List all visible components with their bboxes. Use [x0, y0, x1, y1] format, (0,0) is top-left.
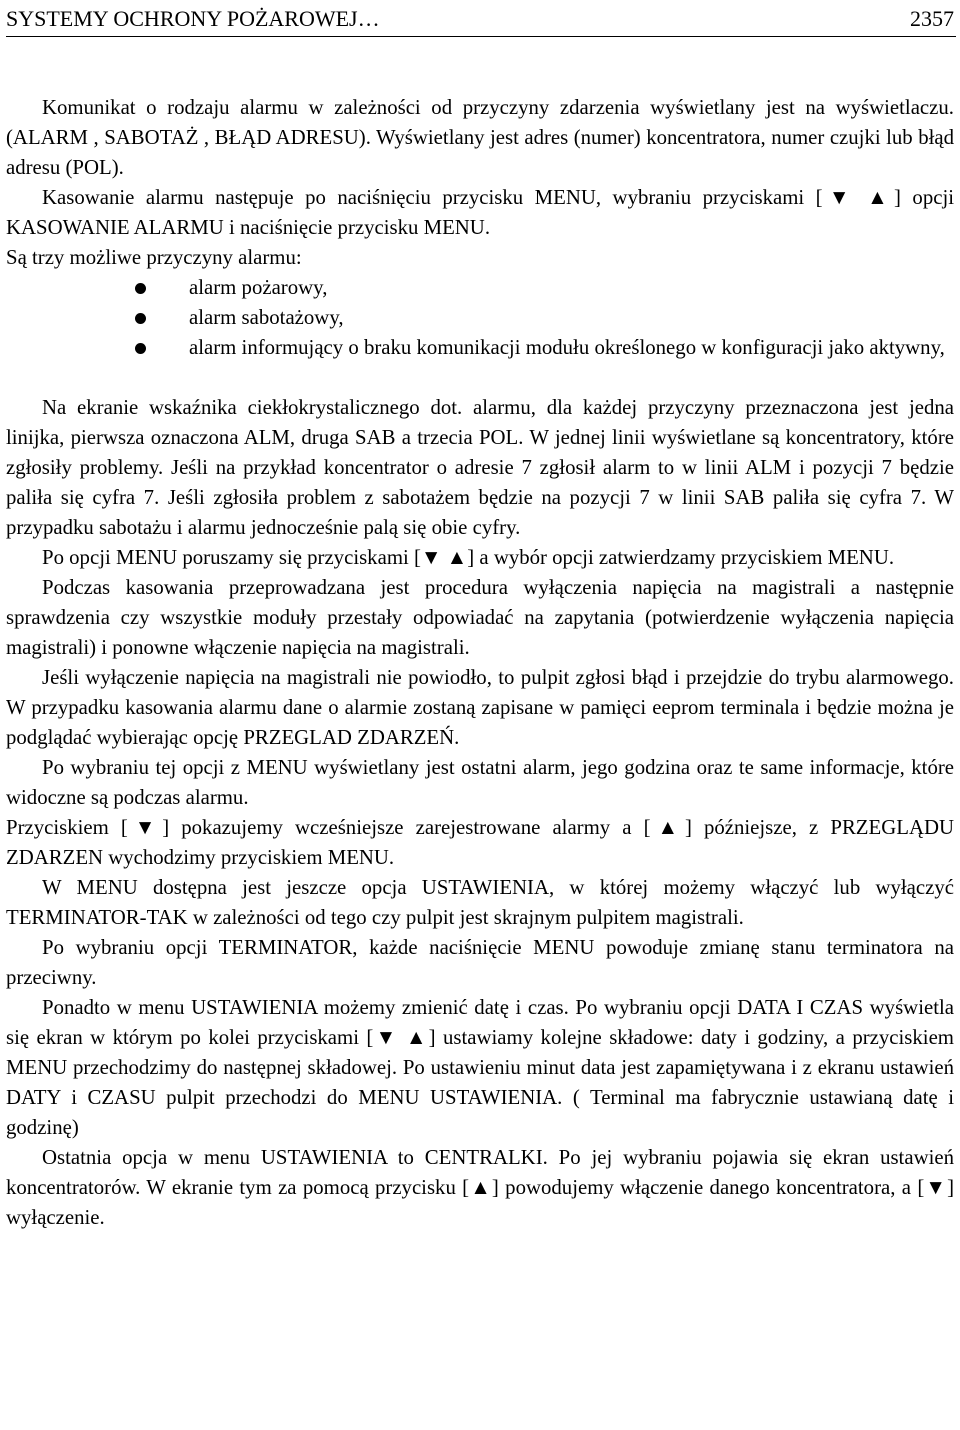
list-item: alarm sabotażowy, [6, 303, 954, 333]
paragraph-date-time: Ponadto w menu USTAWIENIA możemy zmienić datę i czas. Po wybraniu opcji DATA I CZAS wyświetla się ekran w którym po kolei przyciskami [▼ ▲] ustawiamy kolejne składowe: daty i godziny, a przyciskiem MENU przechodzimy do następnej składowej. Po ustawieniu minut data jest zapamiętywana i z ekranu ustawień DATY i CZASU pulpit przechodzi do MENU USTAWIENIA. ( Terminal ma fabrycznie ustawianą datę i godzinę) [6, 996, 954, 1139]
paragraph-menu-navigation: Po opcji MENU poruszamy się przyciskami [▼ ▲] a wybór opcji zatwierdzamy przyciskiem MENU. [42, 546, 895, 569]
paragraph-alarm-causes: Są trzy możliwe przyczyny alarmu: [6, 246, 302, 269]
paragraph-lcd-screen: Na ekranie wskaźnika ciekłokrystalicznego dot. alarmu, dla każdej przyczyny przeznaczona jest jedna linijka, pierwsza oznaczona ALM, druga SAB a trzecia POL. W jednej linii wyświetlane są koncentratory, które zgłosiły problemy. Jeśli na przykład koncentrator o adresie 7 zgłosił alarm to w linii ALM i pozycji 7 będzie paliła się cyfra 7. Jeśli zgłosiła problem z sabotażem będzie na pozycji 7 w linii SAB paliła się cyfra 7. W przypadku sabotażu i alarmu jednocześnie palą się obie cyfry. [6, 396, 954, 539]
body-text [6, 93, 954, 1233]
page-number: 2357 [910, 6, 954, 31]
bullet-icon [135, 283, 146, 294]
paragraph-reset-failure: Jeśli wyłączenie napięcia na magistrali nie powiodło, to pulpit zgłosi błąd i przejdzie do trybu alarmowego. W przypadku kasowania alarmu dane o alarmie zostaną zapisane w pamięci eeprom terminala i będzie można je podglądać wybierając opcję PRZEGLAD ZDARZEŃ. [6, 666, 954, 749]
list-item: alarm pożarowy, [6, 273, 954, 303]
paragraph-concentrators: Ostatnia opcja w menu USTAWIENIA to CENTRALKI. Po jej wybraniu pojawia się ekran ustawień koncentratorów. W ekranie tym za pomocą przycisku [▲] powodujemy włączenie danego koncentratora, a [▼] wyłączenie. [6, 1146, 954, 1229]
paragraph-reset-procedure: Podczas kasowania przeprowadzana jest procedura wyłączenia napięcia na magistrali a następnie sprawdzenia czy wszystkie moduły przestały odpowiadać na zapytania (potwierdzenie wyłączenia napięcia magistrali) i ponowne włączenie napięcia na magistrali. [6, 576, 954, 659]
paragraph-terminator-toggle: Po wybraniu opcji TERMINATOR, każde naciśnięcie MENU powoduje zmianę stanu terminatora na przeciwny. [6, 936, 954, 989]
page-header [6, 4, 956, 37]
paragraph-alarm-message: Komunikat o rodzaju alarmu w zależności od przyczyny zdarzenia wyświetlany jest na wyświetlaczu. (ALARM , SABOTAŻ , BŁĄD ADRESU). Wyświetlany jest adres (numer) koncentratora, numer czujki lub błąd adresu (POL). [6, 96, 954, 179]
bullet-icon [135, 313, 146, 324]
list-item: alarm informujący o braku komunikacji modułu określonego w konfiguracji jako aktywny, [6, 333, 954, 363]
paragraph-settings-terminator: W MENU dostępna jest jeszcze opcja USTAWIENIA, w której możemy włączyć lub wyłączyć TERMINATOR-TAK w zależności od tego czy pulpit jest skrajnym pulpitem magistrali. [6, 876, 954, 929]
paragraph-event-review: Po wybraniu tej opcji z MENU wyświetlany jest ostatni alarm, jego godzina oraz te same informacje, które widoczne są podczas alarmu. [6, 756, 954, 809]
bullet-icon [135, 343, 146, 354]
alarm-causes-list [6, 273, 954, 363]
running-title: SYSTEMY OCHRONY POŻAROWEJ… [6, 6, 380, 31]
paragraph-alarm-reset: Kasowanie alarmu następuje po naciśnięciu przycisku MENU, wybraniu przyciskami [▼ ▲] opcji KASOWANIE ALARMU i naciśnięcie przycisku MENU. [6, 186, 954, 239]
paragraph-event-navigation: Przyciskiem [▼] pokazujemy wcześniejsze zarejestrowane alarmy a [▲] późniejsze, z PRZEGLĄDU ZDARZEN wychodzimy przyciskiem MENU. [6, 816, 954, 869]
